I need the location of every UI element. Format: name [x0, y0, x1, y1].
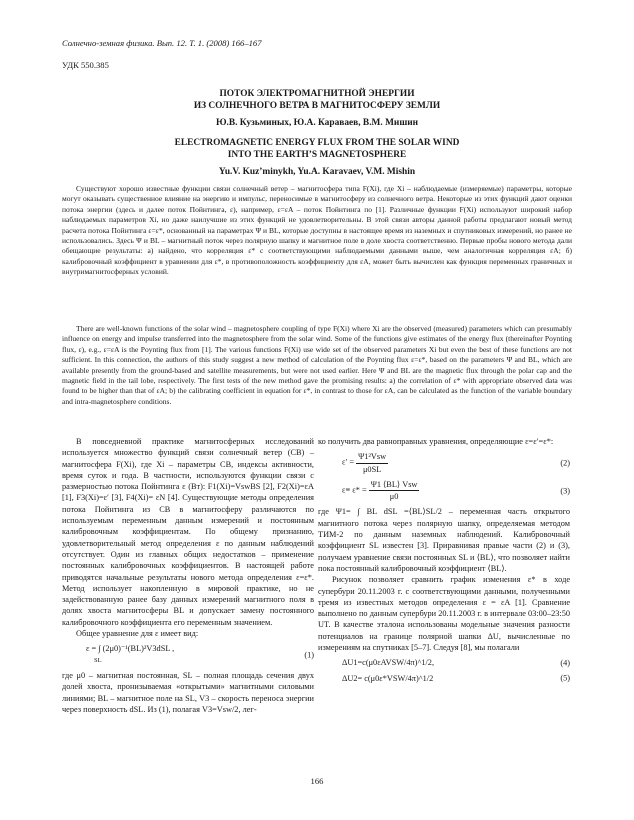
right-paragraph-3: Рисунок позволяет сравнить график изменения ε* в ходе супербури 20.11.2003 г. с соответствующими данными, полученными тремя из известных методов определения ε = εA [1]. Сравнение выполнено по данным супербури 20.11.2003 г. в интервале 03:00–23:50 UT. В качестве эталона использованы модельные значения разности потенциалов на границе полярной шапки ΔU, вычисленные по измерениям на спутниках [5–7]. Следуя [8], мы полагали: [318, 575, 570, 653]
body-right-column: [318, 436, 570, 688]
title-russian: [0, 88, 634, 112]
equation-5-body: ΔU2= c(μ0ε*VSW/4π)^1/2: [342, 673, 434, 683]
equation-1-number: (1): [304, 649, 314, 659]
equation-3-fraction: [369, 479, 420, 503]
authors-russian: Ю.В. Кузьминых, Ю.А. Караваев, В.М. Мишин: [215, 118, 419, 128]
equation-4-number: (4): [560, 658, 570, 668]
equation-2-number: (2): [560, 458, 570, 468]
equation-2: [318, 451, 570, 475]
equation-1: [62, 643, 314, 666]
equation-2-numerator: Ψ1²Vsw: [356, 451, 388, 463]
abstract-english: There are well-known functions of the solar wind – magnetosphere coupling of type F(Xi) where Xi are the observed (measured) parameters which can presumably influence on energy and impulse transferred into the magnetosphere from the solar wind. Some of the functions give estimates of the energy flux (thereinafter Poynting flux, ε), e.g., ε=εA is the Poynting flux from [1]. The various functions F(Xi) use wide set of the observed parameters Xi but even the best of these functions are not sufficient. In this connection, the authors of this study suggest a new method of calculation of the Poynting flux ε=ε*, based on the parameters Ψ and BL, which are available presently from the ground-based and satellite measurements, but were not used earlier. Here Ψ and BL are the magnetic flux through the polar cap and the magnetic field in the tail lobe, respectively. The first tests of the new method gave the promising results: a) the correlation of ε* with appropriate observed data was found to be higher than that of εA; b) the calibrating coefficient in equation for ε*, in contrast to those for εA, can be calculated as the function of the variable boundary and intra-magnetosphere conditions.: [62, 324, 572, 406]
body-left-column: [62, 436, 314, 715]
title-en-line1: ELECTROMAGNETIC ENERGY FLUX FROM THE SOLAR WIND: [174, 138, 460, 148]
right-paragraph-2: где Ψ1= ∫ BL dSL =⟨BL⟩SL/2 – переменная часть открытого магнитного потока через полярную шапку, определяемая методом ТИМ-2 по данным наземных наблюдений. Калибровочный коэффициент SL известен [3]. Приравнивая правые части (2) и (3), получаем уравнение связи постоянных SL и ⟨BL⟩, что позволяет найти пока постоянный калибровочный коэффициент ⟨BL⟩.: [318, 507, 570, 573]
equation-4-body: ΔU1=c(μ0εAVSW/4π)^1/2,: [342, 658, 435, 668]
equation-1-lower-limit: SL: [94, 656, 102, 664]
title-en-line2: INTO THE EARTH’S MAGNETOSPHERE: [227, 150, 407, 160]
equation-2-fraction: [356, 451, 388, 475]
authors-english: Yu.V. Kuz’minykh, Yu.A. Karavaev, V.M. Mishin: [218, 167, 416, 177]
left-paragraph-2: Общее уравнение для ε имеет вид:: [76, 629, 199, 639]
equation-3-numerator: Ψ1 ⟨BL⟩ Vsw: [369, 479, 420, 491]
equation-5: [318, 673, 570, 684]
page-number: 166: [310, 776, 324, 786]
equation-4: [318, 657, 570, 668]
abstract-russian: Существуют хорошо известные функции связи солнечный ветер – магнитосфера типа F(Xi), где Xi – наблюдаемые (измеряемые) параметры, которые могут оказывать существенное влияние на энергию и импульс, переносимые в магнитосферу из солнечного ветра. Некоторые из этих функций дают оценки потока энергии (здесь и далее поток Пойнтинга, ε), например, ε=εA – поток Пойнтинга по [1]. Различные функции F(Xi) используют широкий набор наблюдаемых параметров Xi, но даже наилучшие из этих функций не удовлетворительны. В этой связи авторы данной работы предлагают новый метод расчета потока Пойнтинга ε=ε*, основанный на параметрах Ψ и BL, которые доступны в настоящее время из наземных и спутниковых измерений, но ранее не использовались. Здесь Ψ и BL – магнитный поток через полярную шапку и магнитное поле в доле хвоста соответственно. Первые пробы нового метода дали обещающие результаты: а) найдено, что корреляция ε* с соответствующими наблюдаемыми данными выше, чем аналогичная корреляция εA; б) калибровочный коэффициент в уравнении для ε*, в противоположность коэффициенту для εA, может быть вычислен как функция переменных граничных и внутримагнитосферных условий.: [62, 184, 572, 277]
equation-2-denominator: μ0SL: [362, 464, 382, 474]
equation-2-left: ε′ =: [342, 458, 355, 467]
title-english: [0, 137, 634, 161]
equation-3-left: ε≡ ε* =: [342, 485, 367, 495]
equation-1-body: ε = ∫ (2μ0)⁻¹(BL)²V3dSL ,: [86, 644, 175, 654]
left-paragraph-1: В повседневной практике магнитосферных исследований используется множество функций связи солнечный ветер (СВ) – магнитосфера F(Xi), где Xi – параметры СВ, индексы активности, время суток и года. В частности, используются функции связи с размерностью потока Пойнтинга ε (Вт): F1(Xi)=VswBS [2], F2(Xi)=εA [1], F3(Xi)=ε′ [3], F4(Xi)= εN [4]. Существующие методы определения потока Пойнтинга из СВ в магнитосферу различаются по используемым переменным данным измерений и постоянным калибровочным коэффициентам. По общему признанию, удовлетворительный метод определения ε по данным наблюдений отсутствует. Один из главных общих недостатков – применение постоянных калибровочных коэффициентов. В настоящей работе приводятся начальные результаты нового метода определения ε=ε*. Метод использует накопленную в мировой практике, но не задействованную ранее базу данных измерений магнитного поля в долях хвоста магнитосферы BL и допускает замену постоянного калибровочного коэффициента его переменным значением.: [62, 437, 314, 627]
equation-5-number: (5): [560, 673, 570, 683]
title-ru-line1: ПОТОК ЭЛЕКТРОМАГНИТНОЙ ЭНЕРГИИ: [219, 89, 415, 99]
right-paragraph-1: ко получить два равноправных уравнения, определяющие ε=ε′=ε*:: [318, 437, 554, 446]
left-paragraph-3: где μ0 – магнитная постоянная, SL – полная площадь сечения двух долей хвоста, пронизываемая «открытыми» магнитными силовыми линиями; BL – магнитное поле на SL, V3 – скорость переноса энергии через поверхность dSL. Из (1), полагая V3=Vsw/2, лег-: [62, 670, 314, 714]
equation-3-denominator: μ0: [389, 492, 399, 502]
udk-code: УДК 550.385: [62, 60, 109, 70]
title-ru-line2: ИЗ СОЛНЕЧНОГО ВЕТРА В МАГНИТОСФЕРУ ЗЕМЛИ: [193, 101, 441, 111]
equation-3-number: (3): [560, 486, 570, 496]
journal-header: Солнечно-земная физика. Вып. 12. Т. 1. (2008) 166–167: [62, 38, 262, 48]
equation-3: [318, 479, 570, 503]
